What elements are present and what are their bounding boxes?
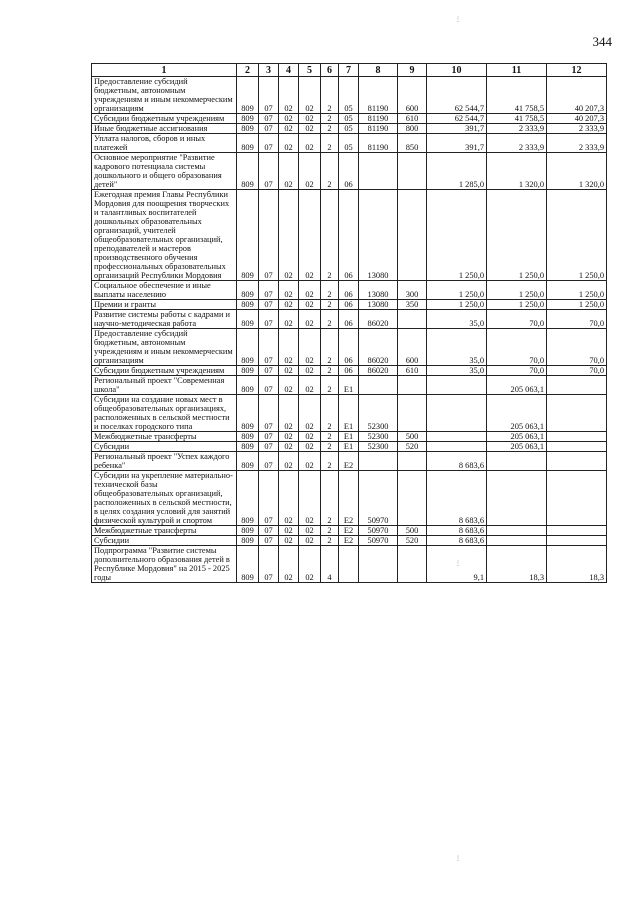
row-label: Субсидии бюджетным учреждениям — [92, 114, 237, 124]
column-header: 2 — [237, 64, 259, 77]
code-cell: 07 — [259, 77, 279, 114]
amount-cell: 1 320,0 — [547, 153, 607, 190]
code-cell: 600 — [398, 329, 427, 366]
table-row — [92, 395, 607, 432]
amount-cell: 205 063,1 — [487, 432, 547, 442]
table-row — [92, 310, 607, 329]
amount-cell: 62 544,7 — [427, 77, 487, 114]
code-cell: 02 — [299, 190, 321, 281]
code-cell: E1 — [339, 376, 359, 395]
amount-cell: 391,7 — [427, 124, 487, 134]
code-cell: 850 — [398, 134, 427, 153]
code-cell: 07 — [259, 134, 279, 153]
code-cell: 2 — [321, 114, 339, 124]
code-cell: 02 — [299, 452, 321, 471]
table-row — [92, 114, 607, 124]
code-cell: 2 — [321, 153, 339, 190]
code-cell — [359, 153, 398, 190]
amount-cell — [487, 526, 547, 536]
code-cell: 81190 — [359, 114, 398, 124]
code-cell: 02 — [299, 442, 321, 452]
code-cell: E2 — [339, 526, 359, 536]
code-cell: 809 — [237, 310, 259, 329]
amount-cell: 62 544,7 — [427, 114, 487, 124]
row-label: Региональный проект "Успех каждого ребенка" — [92, 452, 237, 471]
amount-cell: 41 758,5 — [487, 77, 547, 114]
row-label: Субсидии бюджетным учреждениям — [92, 366, 237, 376]
table-row — [92, 442, 607, 452]
amount-cell: 70,0 — [487, 329, 547, 366]
code-cell: 81190 — [359, 134, 398, 153]
amount-cell: 205 063,1 — [487, 395, 547, 432]
amount-cell — [547, 536, 607, 546]
code-cell: 02 — [299, 134, 321, 153]
code-cell: 02 — [279, 329, 299, 366]
table-row — [92, 190, 607, 281]
code-cell: 4 — [321, 546, 339, 583]
code-cell: 06 — [339, 300, 359, 310]
table-row — [92, 300, 607, 310]
table-row — [92, 153, 607, 190]
row-label: Премии и гранты — [92, 300, 237, 310]
code-cell: 02 — [279, 471, 299, 526]
amount-cell: 391,7 — [427, 134, 487, 153]
code-cell: 2 — [321, 134, 339, 153]
amount-cell: 35,0 — [427, 366, 487, 376]
column-header: 5 — [299, 64, 321, 77]
code-cell: 2 — [321, 310, 339, 329]
amount-cell — [427, 395, 487, 432]
code-cell: 02 — [279, 124, 299, 134]
code-cell: 02 — [299, 432, 321, 442]
row-label: Межбюджетные трансферты — [92, 432, 237, 442]
code-cell: 2 — [321, 442, 339, 452]
code-cell: 07 — [259, 190, 279, 281]
amount-cell: 205 063,1 — [487, 442, 547, 452]
amount-cell: 2 333,9 — [487, 124, 547, 134]
table-body — [92, 77, 607, 583]
code-cell: 02 — [279, 281, 299, 300]
code-cell: 52300 — [359, 432, 398, 442]
row-label: Региональный проект "Современная школа" — [92, 376, 237, 395]
code-cell: 07 — [259, 546, 279, 583]
code-cell: 809 — [237, 452, 259, 471]
table-row — [92, 471, 607, 526]
column-header: 7 — [339, 64, 359, 77]
code-cell: 2 — [321, 329, 339, 366]
table-row — [92, 329, 607, 366]
code-cell: 02 — [279, 310, 299, 329]
code-cell: 81190 — [359, 124, 398, 134]
row-label: Уплата налогов, сборов и иных платежей — [92, 134, 237, 153]
amount-cell — [547, 442, 607, 452]
code-cell: 2 — [321, 536, 339, 546]
amount-cell — [547, 376, 607, 395]
code-cell: 06 — [339, 281, 359, 300]
code-cell — [359, 546, 398, 583]
row-label: Предоставление субсидий бюджетным, автономным учреждениям и иным некоммерческим организациям — [92, 77, 237, 114]
column-header: 3 — [259, 64, 279, 77]
row-label: Социальное обеспечение и иные выплаты населению — [92, 281, 237, 300]
code-cell: 02 — [279, 395, 299, 432]
code-cell: 02 — [279, 452, 299, 471]
code-cell: 809 — [237, 376, 259, 395]
amount-cell: 1 250,0 — [487, 300, 547, 310]
table-header-row — [92, 64, 607, 77]
code-cell: 02 — [299, 376, 321, 395]
code-cell: 2 — [321, 300, 339, 310]
code-cell: 05 — [339, 134, 359, 153]
table-row — [92, 536, 607, 546]
code-cell: 52300 — [359, 442, 398, 452]
code-cell — [398, 546, 427, 583]
amount-cell: 70,0 — [547, 329, 607, 366]
code-cell: 02 — [299, 153, 321, 190]
table-row — [92, 124, 607, 134]
table-row — [92, 526, 607, 536]
row-label: Субсидии — [92, 442, 237, 452]
code-cell: 610 — [398, 366, 427, 376]
code-cell: 50970 — [359, 471, 398, 526]
code-cell: 809 — [237, 432, 259, 442]
code-cell: 07 — [259, 124, 279, 134]
amount-cell: 35,0 — [427, 310, 487, 329]
code-cell: 13080 — [359, 281, 398, 300]
code-cell: 02 — [299, 471, 321, 526]
column-header: 4 — [279, 64, 299, 77]
amount-cell: 1 250,0 — [547, 300, 607, 310]
code-cell: 02 — [279, 432, 299, 442]
column-header: 12 — [547, 64, 607, 77]
code-cell: 809 — [237, 442, 259, 452]
amount-cell: 1 320,0 — [487, 153, 547, 190]
code-cell: 02 — [279, 77, 299, 114]
code-cell: 809 — [237, 526, 259, 536]
amount-cell: 2 333,9 — [547, 124, 607, 134]
row-label: Субсидии на укрепление материально-технической базы общеобразовательных организаций, расположенных в сельской местности, в целях создания условий для занятий физической культурой и спортом — [92, 471, 237, 526]
code-cell: 809 — [237, 300, 259, 310]
code-cell: 809 — [237, 329, 259, 366]
column-header: 6 — [321, 64, 339, 77]
amount-cell — [547, 432, 607, 442]
code-cell — [398, 190, 427, 281]
amount-cell — [487, 452, 547, 471]
code-cell: 05 — [339, 124, 359, 134]
table-row — [92, 432, 607, 442]
amount-cell: 1 250,0 — [427, 300, 487, 310]
column-header: 9 — [398, 64, 427, 77]
code-cell — [398, 452, 427, 471]
code-cell: 02 — [299, 300, 321, 310]
amount-cell: 18,3 — [547, 546, 607, 583]
code-cell: 02 — [299, 546, 321, 583]
code-cell: 520 — [398, 536, 427, 546]
code-cell: 07 — [259, 452, 279, 471]
table-row — [92, 134, 607, 153]
column-header: 10 — [427, 64, 487, 77]
code-cell — [359, 452, 398, 471]
amount-cell — [487, 536, 547, 546]
code-cell: 02 — [279, 153, 299, 190]
amount-cell: 1 250,0 — [427, 190, 487, 281]
table-row — [92, 452, 607, 471]
code-cell: 07 — [259, 281, 279, 300]
code-cell: 02 — [299, 329, 321, 366]
code-cell: 13080 — [359, 190, 398, 281]
code-cell: 07 — [259, 526, 279, 536]
code-cell: 06 — [339, 153, 359, 190]
code-cell: 2 — [321, 526, 339, 536]
code-cell: E2 — [339, 471, 359, 526]
code-cell: 2 — [321, 452, 339, 471]
code-cell: 07 — [259, 442, 279, 452]
amount-cell: 205 063,1 — [487, 376, 547, 395]
amount-cell: 1 250,0 — [487, 190, 547, 281]
code-cell: 800 — [398, 124, 427, 134]
code-cell: 07 — [259, 329, 279, 366]
code-cell: 300 — [398, 281, 427, 300]
amount-cell: 41 758,5 — [487, 114, 547, 124]
scan-speck: ⋮ — [455, 561, 461, 567]
code-cell: 809 — [237, 395, 259, 432]
code-cell: 02 — [299, 366, 321, 376]
code-cell: 809 — [237, 546, 259, 583]
code-cell: 06 — [339, 310, 359, 329]
amount-cell — [547, 452, 607, 471]
code-cell — [398, 153, 427, 190]
code-cell: 02 — [279, 114, 299, 124]
amount-cell: 40 207,3 — [547, 77, 607, 114]
row-label: Развитие системы работы с кадрами и научно-методическая работа — [92, 310, 237, 329]
code-cell: 2 — [321, 432, 339, 442]
table-row — [92, 77, 607, 114]
code-cell: 86020 — [359, 310, 398, 329]
code-cell: 809 — [237, 536, 259, 546]
table-row — [92, 366, 607, 376]
code-cell — [339, 546, 359, 583]
code-cell: 02 — [279, 526, 299, 536]
row-label: Ежегодная премия Главы Республики Мордовия для поощрения творческих и талантливых воспитателей дошкольных образовательных организаций, учителей общеобразовательных организаций, преподавателей и мастеров производственного обучения профессиональных образовательных организаций Республики Мордовия — [92, 190, 237, 281]
amount-cell — [547, 526, 607, 536]
code-cell: 350 — [398, 300, 427, 310]
code-cell: 520 — [398, 442, 427, 452]
amount-cell: 1 250,0 — [547, 281, 607, 300]
code-cell: 809 — [237, 281, 259, 300]
code-cell: 86020 — [359, 329, 398, 366]
code-cell: 02 — [279, 442, 299, 452]
code-cell: 02 — [279, 536, 299, 546]
amount-cell: 70,0 — [547, 366, 607, 376]
code-cell: 02 — [279, 134, 299, 153]
amount-cell: 70,0 — [487, 310, 547, 329]
code-cell: E1 — [339, 395, 359, 432]
row-label: Субсидии на создание новых мест в общеобразовательных организациях, расположенных в сельской местности и поселках городского типа — [92, 395, 237, 432]
code-cell: 07 — [259, 310, 279, 329]
code-cell: 50970 — [359, 526, 398, 536]
amount-cell: 1 250,0 — [487, 281, 547, 300]
amount-cell: 70,0 — [547, 310, 607, 329]
code-cell: 50970 — [359, 536, 398, 546]
amount-cell: 9,1 — [427, 546, 487, 583]
row-label: Межбюджетные трансферты — [92, 526, 237, 536]
row-label: Иные бюджетные ассигнования — [92, 124, 237, 134]
amount-cell: 35,0 — [427, 329, 487, 366]
amount-cell — [487, 471, 547, 526]
amount-cell: 1 285,0 — [427, 153, 487, 190]
amount-cell — [427, 376, 487, 395]
code-cell: 02 — [279, 376, 299, 395]
code-cell: 06 — [339, 366, 359, 376]
code-cell: 2 — [321, 124, 339, 134]
code-cell: 809 — [237, 471, 259, 526]
scan-speck: ⋮ — [455, 17, 461, 23]
amount-cell — [427, 432, 487, 442]
row-label: Подпрограмма "Развитие системы дополнительного образования детей в Республике Мордовия" на 2015 - 2025 годы — [92, 546, 237, 583]
amount-cell: 2 333,9 — [547, 134, 607, 153]
amount-cell — [427, 442, 487, 452]
code-cell: 2 — [321, 395, 339, 432]
code-cell: 07 — [259, 366, 279, 376]
code-cell: 600 — [398, 77, 427, 114]
column-header: 11 — [487, 64, 547, 77]
code-cell: 07 — [259, 471, 279, 526]
amount-cell: 8 683,6 — [427, 526, 487, 536]
code-cell: E1 — [339, 442, 359, 452]
code-cell: 809 — [237, 190, 259, 281]
code-cell: 06 — [339, 190, 359, 281]
amount-cell: 40 207,3 — [547, 114, 607, 124]
code-cell: 2 — [321, 77, 339, 114]
code-cell — [398, 471, 427, 526]
code-cell: 809 — [237, 366, 259, 376]
code-cell: 05 — [339, 114, 359, 124]
code-cell: 809 — [237, 124, 259, 134]
row-label: Предоставление субсидий бюджетным, автономным учреждениям и иным некоммерческим организациям — [92, 329, 237, 366]
amount-cell: 8 683,6 — [427, 536, 487, 546]
code-cell: 05 — [339, 77, 359, 114]
code-cell: 81190 — [359, 77, 398, 114]
code-cell: 809 — [237, 77, 259, 114]
amount-cell: 8 683,6 — [427, 471, 487, 526]
code-cell: 02 — [279, 366, 299, 376]
code-cell: 02 — [299, 124, 321, 134]
scan-speck: ⋮ — [455, 856, 461, 862]
code-cell: E2 — [339, 536, 359, 546]
code-cell: 02 — [299, 310, 321, 329]
table-row — [92, 376, 607, 395]
amount-cell: 1 250,0 — [427, 281, 487, 300]
table-row — [92, 546, 607, 583]
code-cell: 02 — [299, 395, 321, 432]
budget-table — [91, 63, 607, 583]
code-cell: 02 — [299, 526, 321, 536]
code-cell: 2 — [321, 471, 339, 526]
amount-cell: 70,0 — [487, 366, 547, 376]
code-cell: 07 — [259, 432, 279, 442]
amount-cell: 18,3 — [487, 546, 547, 583]
amount-cell: 2 333,9 — [487, 134, 547, 153]
row-label: Субсидии — [92, 536, 237, 546]
amount-cell: 8 683,6 — [427, 452, 487, 471]
code-cell: 02 — [279, 546, 299, 583]
code-cell — [398, 376, 427, 395]
code-cell: E1 — [339, 432, 359, 442]
column-header: 1 — [92, 64, 237, 77]
code-cell: 07 — [259, 114, 279, 124]
code-cell: 610 — [398, 114, 427, 124]
table-row — [92, 281, 607, 300]
code-cell: 07 — [259, 376, 279, 395]
amount-cell: 1 250,0 — [547, 190, 607, 281]
column-header: 8 — [359, 64, 398, 77]
code-cell — [359, 376, 398, 395]
code-cell: 52300 — [359, 395, 398, 432]
amount-cell — [547, 395, 607, 432]
code-cell: 2 — [321, 366, 339, 376]
code-cell: 07 — [259, 153, 279, 190]
code-cell: 07 — [259, 536, 279, 546]
code-cell: 02 — [299, 77, 321, 114]
amount-cell — [547, 471, 607, 526]
code-cell: 07 — [259, 395, 279, 432]
code-cell: 06 — [339, 329, 359, 366]
code-cell: 500 — [398, 432, 427, 442]
row-label: Основное мероприятие "Развитие кадрового потенциала системы дошкольного и общего образования детей" — [92, 153, 237, 190]
code-cell: 809 — [237, 134, 259, 153]
code-cell: 02 — [299, 536, 321, 546]
code-cell: 07 — [259, 300, 279, 310]
page-number: 344 — [592, 34, 612, 49]
code-cell: 13080 — [359, 300, 398, 310]
code-cell: 02 — [279, 190, 299, 281]
code-cell: 02 — [299, 281, 321, 300]
code-cell: E2 — [339, 452, 359, 471]
code-cell: 2 — [321, 190, 339, 281]
code-cell — [398, 310, 427, 329]
code-cell: 2 — [321, 281, 339, 300]
code-cell: 02 — [299, 114, 321, 124]
code-cell: 809 — [237, 153, 259, 190]
code-cell — [398, 395, 427, 432]
code-cell: 02 — [279, 300, 299, 310]
code-cell: 500 — [398, 526, 427, 536]
code-cell: 809 — [237, 114, 259, 124]
code-cell: 2 — [321, 376, 339, 395]
code-cell: 86020 — [359, 366, 398, 376]
